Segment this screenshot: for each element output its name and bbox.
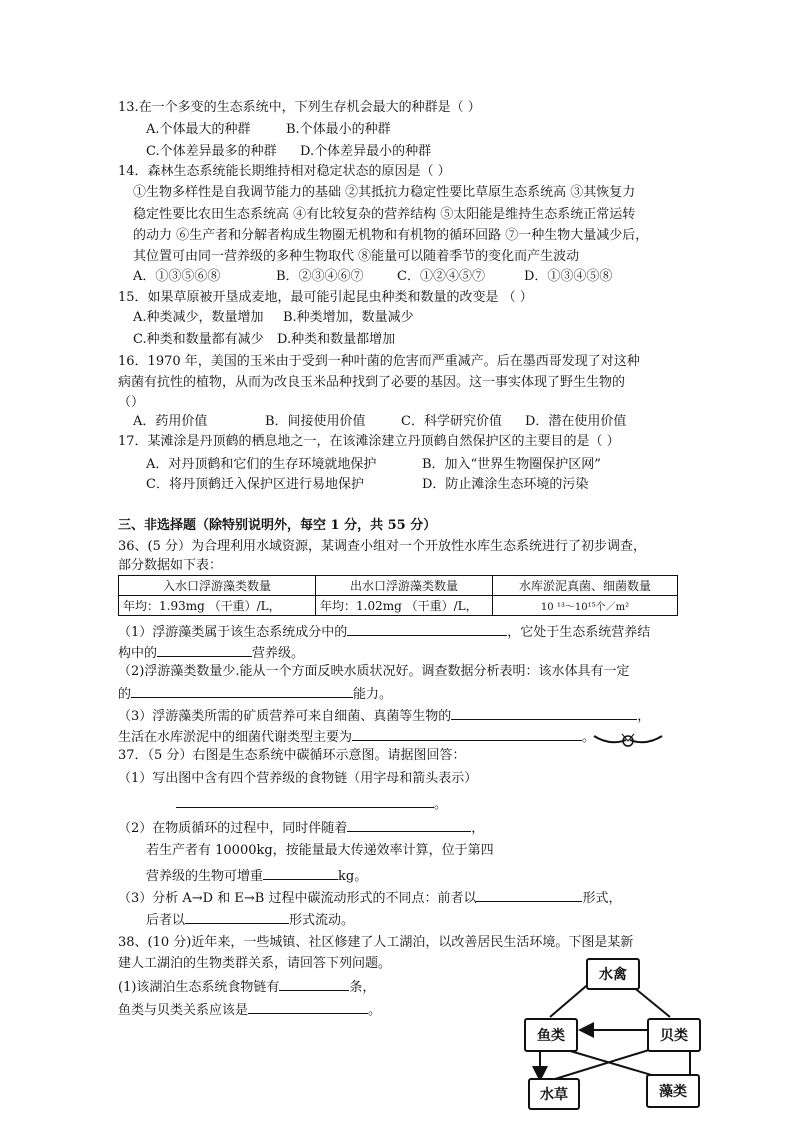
q16-line-1: 16．1970 年，美国的玉米由于受到一种叶菌的危害而严重减产。后在墨西哥发现了对这种: [118, 354, 640, 369]
q13-option-b: B.个体最小的种群: [286, 122, 391, 137]
q37-part-2-line-3: [146, 866, 367, 886]
node-algae: 藻类: [646, 1074, 700, 1108]
q38-p1-text: (1)该湖泊生态系统食物链有: [118, 980, 280, 995]
answer-blank[interactable]: [279, 977, 349, 991]
q16-paren: （）: [118, 395, 145, 410]
q36-p1-text: ，它处于生态系统营养结: [507, 625, 651, 640]
q37-p2-text: 营养级的生物可增重: [146, 869, 264, 884]
q13-option-a: A.个体最大的种群: [146, 122, 251, 137]
q36-p3-text: 生活在水库淤泥中的细菌代谢类型主要为: [118, 730, 353, 745]
answer-blank[interactable]: [347, 622, 507, 636]
q38-p1-text: 鱼类与贝类关系应该是: [118, 1003, 249, 1018]
q37-p3-text: 形式，: [582, 891, 622, 906]
table-header-row: [119, 576, 678, 596]
q14-option-a: A．①③⑤⑥⑧: [133, 269, 221, 284]
q37-p3-text: 形式流动。: [289, 913, 355, 928]
q38-stem-2: 建人工湖泊的生物类群关系，请回答下列问题。: [118, 956, 392, 971]
table-header: 水库淤泥真菌、细菌数量: [493, 576, 678, 596]
answer-blank[interactable]: [476, 888, 582, 902]
answer-blank[interactable]: [352, 727, 582, 741]
q37-p2-text: ，: [471, 821, 485, 836]
q14-stem: 14．森林生态系统能长期维持相对稳定状态的原因是（ ）: [118, 164, 451, 179]
q36-part-1-line-2: [118, 643, 304, 663]
q17-option-b: B．加入“世界生物圈保护区网”: [422, 457, 601, 472]
q36-part-3-line-1: [118, 706, 650, 726]
q17-option-c: C．将丹顶鹤迁入保护区进行易地保护: [146, 477, 364, 492]
q38-p1-text: 。: [368, 1003, 382, 1018]
q17-option-a: A．对丹顶鹤和它们的生存环境就地保护: [146, 457, 377, 472]
q36-intro-1: 36、(5 分）为合理利用水域资源，某调查小组对一个开放性水库生态系统进行了初步调查，: [118, 539, 647, 554]
q38-part-1-line-1: [118, 977, 375, 997]
q16-option-c: C．科学研究价值: [401, 414, 502, 429]
q37-p2-text: （2）在物质循环的过程中，同时伴随着: [118, 821, 348, 836]
q13-option-c: C.个体差异最多的种群: [146, 144, 277, 159]
carbon-cycle-figure-fragment: [592, 728, 666, 750]
answer-blank[interactable]: [157, 643, 252, 657]
q14-option-d: D．①③④⑤⑧: [524, 269, 613, 284]
q36-part-1-line-1: [118, 622, 650, 642]
q16-option-b: B．间接使用价值: [265, 414, 366, 429]
q36-p2-text: 的: [118, 687, 132, 702]
q37-part-2-line-1: [118, 818, 484, 838]
table-cell: 年均：1.02mg （干重）/L，: [316, 596, 493, 616]
answer-blank[interactable]: [185, 910, 289, 924]
q16-line-2: 病菌有抗性的植物，从而为改良玉米品种找到了必要的基因。这一事实体现了野生生物的: [118, 375, 626, 390]
q14-line-3: 的动力 ⑥生产者和分解者构成生物圈无机物和有机物的循环回路 ⑦一种生物大量减少后，: [133, 228, 649, 243]
q14-option-b: B．②③④⑥⑦: [276, 269, 364, 284]
q37-p2-text: kg。: [338, 869, 368, 884]
q14-line-1: ①生物多样性是自我调节能力的基础 ②其抵抗力稳定性要比草原生态系统高 ③其恢复力: [133, 185, 636, 200]
q17-stem: 17．某滩涂是丹顶鹤的栖息地之一，在该滩涂建立丹顶鹤自然保护区的主要目的是（ ）: [118, 434, 620, 449]
table-row: [119, 596, 678, 616]
answer-blank[interactable]: [248, 1000, 368, 1014]
q37-part-1-answer: [176, 794, 447, 814]
q15-option-c: C.种类和数量都有减少: [133, 332, 264, 347]
q17-option-d: D．防止滩涂生态环境的污染: [422, 477, 589, 492]
q37-p1-end: 。: [434, 797, 448, 812]
answer-blank[interactable]: [263, 866, 338, 880]
q14-line-4: 其位置可由同一营养级的多种生物取代 ⑧能量可以随着季节的变化而产生波动: [133, 249, 580, 264]
q37-part-2-line-2: 若生产者有 10000kg，按能量最大传递效率计算，位于第四: [146, 843, 494, 858]
q13-option-d: D.个体差异最小的种群: [300, 144, 432, 159]
answer-blank[interactable]: [176, 794, 434, 808]
table-cell: 年均：1.93mg （干重）/L，: [119, 596, 316, 616]
section-title: 三、非选择题（除特别说明外，每空 1 分，共 55 分）: [118, 518, 437, 533]
answer-blank[interactable]: [347, 818, 471, 832]
q16-option-a: A．药用价值: [133, 414, 208, 429]
q38-part-1-line-2: [118, 1000, 381, 1020]
q15-option-a: A.种类减少，数量增加: [133, 310, 264, 325]
q13-stem: 13.在一个多变的生态系统中，下列生存机会最大的种群是（ ）: [118, 100, 481, 115]
q37-part-3-line-1: [118, 888, 621, 908]
table-header: 入水口浮游藻类数量: [119, 576, 316, 596]
q36-part-3-line-2: [118, 727, 595, 747]
q36-p3-text: ，: [637, 709, 651, 724]
q36-p3-text: （3）浮游藻类所需的矿质营养可来自细菌、真菌等生物的: [118, 709, 452, 724]
q15-stem: 15．如果草原被开垦成麦地，最可能引起昆虫种类和数量的改变是 （ ）: [118, 290, 533, 305]
answer-blank[interactable]: [131, 684, 353, 698]
q37-p3-text: 后者以: [146, 913, 186, 928]
node-waterweed: 水草: [528, 1078, 580, 1110]
answer-blank[interactable]: [451, 706, 637, 720]
q36-p1-text: 构中的: [118, 646, 158, 661]
node-fish: 鱼类: [524, 1018, 578, 1052]
q15-option-d: D.种类和数量都增加: [277, 332, 396, 347]
q36-intro-2: 部分数据如下表：: [118, 558, 223, 573]
q16-option-d: D．潜在使用价值: [525, 414, 627, 429]
q36-p1-text: （1）浮游藻类属于该生态系统成分中的: [118, 625, 348, 640]
q36-data-table: [118, 575, 678, 616]
table-cell: 10 ¹³～10¹⁵个／m²: [493, 596, 678, 616]
q37-p3-text: （3）分析 A→D 和 E→B 过程中碳流动形式的不同点：前者以: [118, 891, 477, 906]
q37-stem: 37．（5 分）右图是生态系统中碳循环示意图。请据图回答：: [118, 748, 466, 763]
q36-part-2-line-2: [118, 684, 392, 704]
table-header: 出水口浮游藻类数量: [316, 576, 493, 596]
q36-p3-text: 。: [582, 730, 596, 745]
q36-p2-text: 能力。: [353, 687, 393, 702]
q15-option-b: B.种类增加，数量减少: [283, 310, 414, 325]
node-waterfowl: 水禽: [586, 958, 640, 990]
q37-part-3-line-2: [146, 910, 354, 930]
node-shellfish: 贝类: [647, 1018, 701, 1052]
q38-stem-1: 38、(10 分)近年来，一些城镇、社区修建了人工湖泊，以改善居民生活环境。下图是某新: [118, 935, 634, 950]
q14-option-c: C．①②④⑤⑦: [397, 269, 485, 284]
q36-part-2-line-1: （2)浮游藻类数量少.能从一个方面反映水质状况好。调查数据分析表明：该水体具有一定: [118, 664, 630, 679]
q37-part-1: （1）写出图中含有四个营养级的食物链（用字母和箭头表示）: [118, 771, 478, 786]
q14-line-2: 稳定性要比农田生态系统高 ④有比较复杂的营养结构 ⑤太阳能是维持生态系统正常运转: [133, 207, 636, 222]
q36-p1-text: 营养级。: [252, 646, 305, 661]
q38-p1-text: 条，: [349, 980, 376, 995]
